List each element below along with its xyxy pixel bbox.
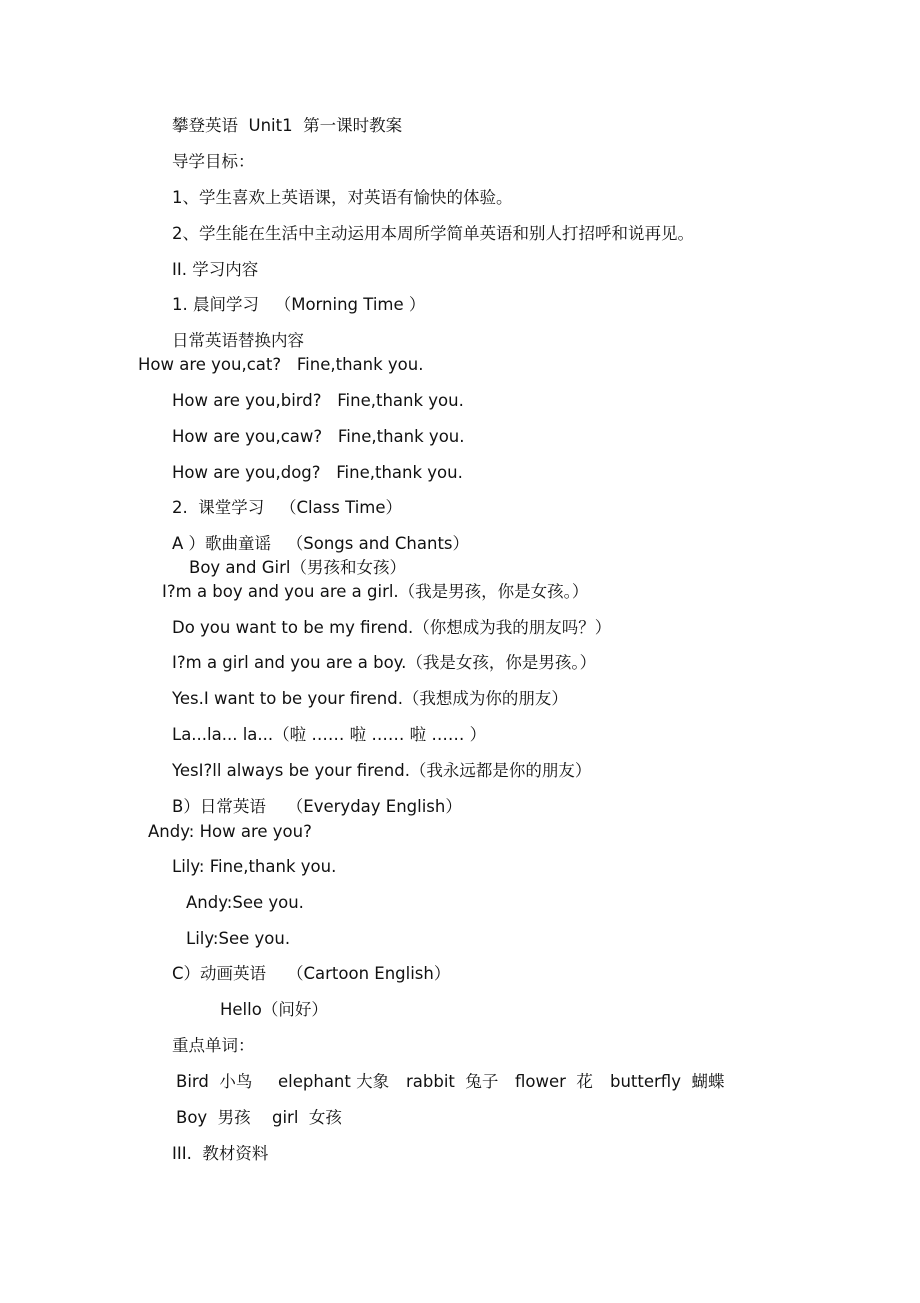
song-line: La...la... la...（啦 …… 啦 …… 啦 …… ） xyxy=(172,725,487,744)
songs-heading: A ）歌曲童谣 （Songs and Chants） xyxy=(172,534,470,553)
vocab-item: Boy 男孩 xyxy=(176,1108,251,1127)
section-3-heading: III. 教材资料 xyxy=(172,1144,269,1163)
keywords-heading: 重点单词： xyxy=(172,1036,255,1055)
cartoon-english-heading: C）动画英语 （Cartoon English） xyxy=(172,964,451,983)
objective-2: 2、学生能在生活中主动运用本周所学简单英语和别人打招呼和说再见。 xyxy=(172,224,694,243)
dialog-line: Lily: Fine,thank you. xyxy=(172,857,337,876)
vocab-item: girl 女孩 xyxy=(272,1108,342,1127)
vocab-item: flower 花 xyxy=(515,1072,593,1091)
daily-line: How are you,caw? Fine,thank you. xyxy=(172,427,465,446)
morning-time-heading: 1. 晨间学习 （Morning Time ） xyxy=(172,295,426,314)
song-line: I?m a boy and you are a girl.（我是男孩，你是女孩。） xyxy=(162,582,589,601)
song-title: Boy and Girl（男孩和女孩） xyxy=(189,558,406,577)
cartoon-item: Hello（问好） xyxy=(220,1000,328,1019)
doc-title: 攀登英语 Unit1 第一课时教案 xyxy=(172,116,403,135)
song-line: Yes.I want to be your firend.（我想成为你的朋友） xyxy=(172,689,568,708)
song-line: I?m a girl and you are a boy.（我是女孩，你是男孩。） xyxy=(172,653,597,672)
dialog-line: Andy: How are you? xyxy=(148,822,312,841)
objective-1: 1、学生喜欢上英语课，对英语有愉快的体验。 xyxy=(172,188,513,207)
daily-line: How are you,dog? Fine,thank you. xyxy=(172,463,463,482)
daily-line: How are you,cat? Fine,thank you. xyxy=(138,355,424,374)
objectives-heading: 导学目标： xyxy=(172,152,255,171)
everyday-english-heading: B）日常英语 （Everyday English） xyxy=(172,797,462,816)
dialog-line: Lily:See you. xyxy=(186,929,291,948)
section-2-heading: II. 学习内容 xyxy=(172,260,259,279)
dialog-line: Andy:See you. xyxy=(186,893,304,912)
daily-english-heading: 日常英语替换内容 xyxy=(172,331,304,350)
daily-line: How are you,bird? Fine,thank you. xyxy=(172,391,464,410)
vocab-item: Bird 小鸟 xyxy=(176,1072,253,1091)
vocab-item: rabbit 兔子 xyxy=(406,1072,499,1091)
vocab-item: butterfly 蝴蝶 xyxy=(610,1072,725,1091)
song-line: YesI?ll always be your firend.（我永远都是你的朋友） xyxy=(172,761,592,780)
class-time-heading: 2. 课堂学习 （Class Time） xyxy=(172,498,403,517)
vocab-item: elephant 大象 xyxy=(278,1072,390,1091)
song-line: Do you want to be my firend.（你想成为我的朋友吗？） xyxy=(172,618,612,637)
